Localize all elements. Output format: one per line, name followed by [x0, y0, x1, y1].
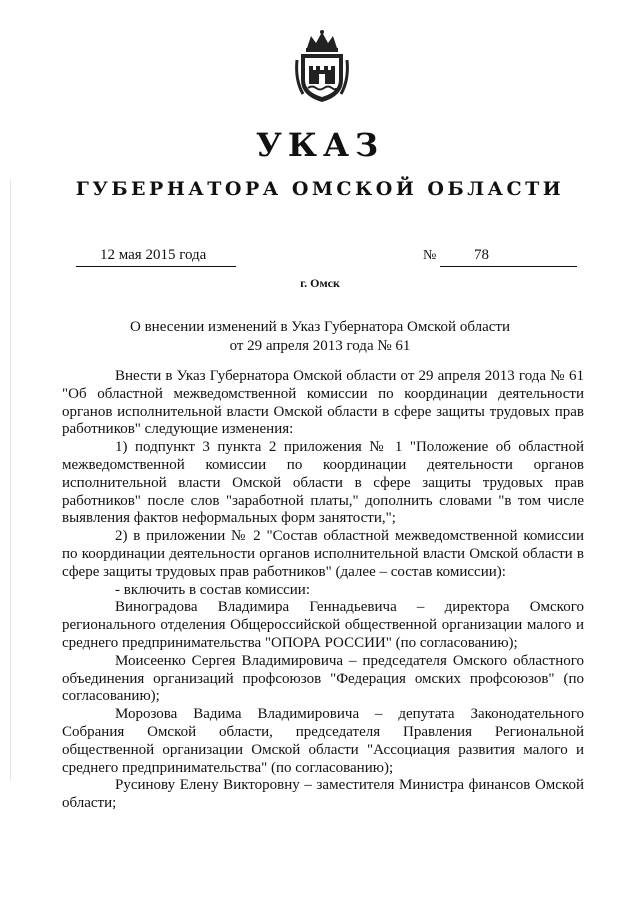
date-value: 12 мая 2015 года	[100, 247, 207, 263]
city-label: г. Омск	[300, 276, 340, 290]
scan-edge-line	[10, 180, 11, 780]
body-paragraph: Русинову Елену Викторовну – заместителя Министра финансов Омской области;	[62, 777, 584, 812]
body-paragraph: Виноградова Владимира Геннадьевича – директора Омского регионального отделения Общероссийской общественной организации малого и среднего предпринимательства "ОПОРА РОССИИ" (по согласованию);	[62, 599, 584, 651]
document-subject	[60, 318, 580, 356]
document-body	[62, 368, 584, 813]
body-paragraph: - включить в состав комиссии:	[115, 581, 310, 598]
document-subtitle: ГУБЕРНАТОРА ОМСКОЙ ОБЛАСТИ	[75, 178, 565, 200]
body-paragraph: Морозова Вадима Владимировича – депутата Законодательного Собрания Омской области, председателя Правления Региональной общественной организации Омской области "Ассоциация развития малого и среднего предпринимательства" (по согласованию);	[62, 706, 584, 776]
document-title: УКАЗ	[255, 126, 385, 164]
body-paragraph: 1) подпункт 3 пункта 2 приложения № 1 "Положение об областной межведомственной комиссии по координации деятельности органов исполнительной власти Омской области в сфере защиты трудовых прав работников" после слов "заработной платы," дополнить словами "в том числе выявления фактов неформальных форм занятости,";	[62, 439, 584, 527]
body-paragraph: 2) в приложении № 2 "Состав областной межведомственной комиссии по координации деятельности органов исполнительной власти Омской области в сфере защиты трудовых прав работников" (далее – состав комиссии):	[62, 528, 584, 580]
subject-line-2: от 29 апреля 2013 года № 61	[229, 338, 411, 354]
body-paragraph: Внести в Указ Губернатора Омской области от 29 апреля 2013 года № 61 "Об областной межведомственной комиссии по координации деятельности органов исполнительной власти Омской области в сфере защиты трудовых прав работников" следующие изменения:	[62, 368, 584, 438]
body-paragraph: Моисеенко Сергея Владимировича – председателя Омского областного объединения организаций профсоюзов "Федерация омских профсоюзов" (по согласованию);	[62, 652, 584, 705]
number-label: №	[423, 248, 437, 263]
subject-line-1: О внесении изменений в Указ Губернатора Омской области	[130, 319, 510, 335]
number-field	[440, 246, 577, 267]
number-value: 78	[474, 247, 489, 263]
omsk-coat-of-arms-icon	[293, 30, 351, 104]
date-field	[76, 246, 236, 267]
